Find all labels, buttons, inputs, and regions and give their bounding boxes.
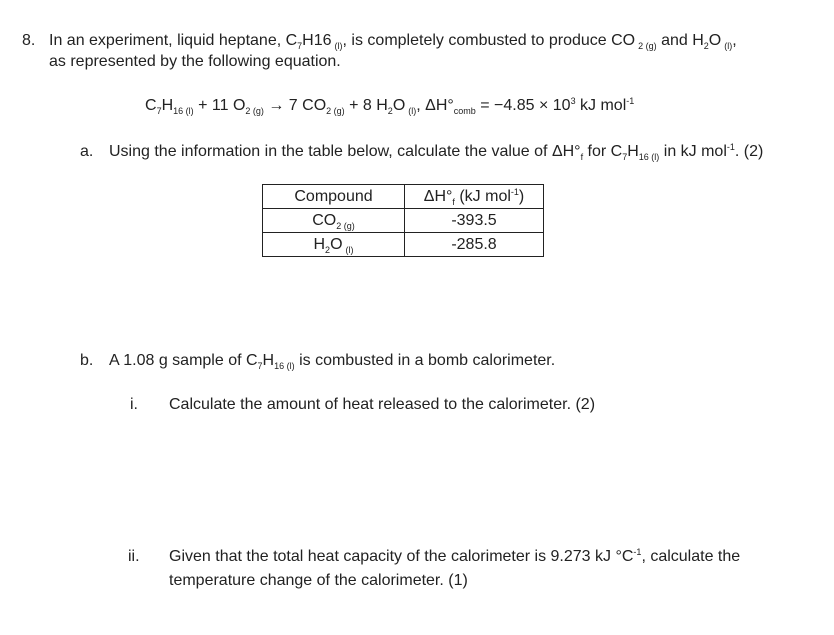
value-h2o: -285.8 — [405, 233, 544, 257]
table-row — [263, 233, 544, 257]
enthalpy-table — [262, 184, 544, 257]
header-compound: Compound — [263, 185, 405, 209]
part-a-label: a. — [80, 143, 94, 160]
table-header-row — [263, 185, 544, 209]
sub-i-text: Calculate the amount of heat released to the calorimeter. (2) — [169, 396, 596, 413]
part-b-label: b. — [80, 352, 94, 369]
sub-ii-text: Given that the total heat capacity of the calorimeter is 9.273 kJ $^\circ C^{-1}$, calculate the — [169, 547, 741, 565]
part-a-text: Using the information in the table below, calculate the value of $\Delta H^\circ_f$ for $C_7H_{16 (l)}$ in kJ mol$^{-1}$. (2) — [109, 142, 764, 162]
sub-ii-label: ii. — [128, 548, 140, 565]
compound-h2o: $H_2O$ $_{(l)}$ — [263, 233, 405, 257]
question-intro: In an experiment, liquid heptane, $C_7H16$ $_{(l)}$, is completely combusted to produce CO $_{2 (g)}$ and $H_2O$ $_{(l)}$, — [49, 32, 737, 51]
table-row — [263, 209, 544, 233]
part-b-text: A 1.08 g sample of $C_7H_{16 (l)}$ is combusted in a bomb calorimeter. — [109, 352, 556, 371]
sub-i-label: i. — [130, 396, 138, 413]
combustion-equation: $C_7H_{16 (l)} + 11$ $O_{2 (g)} \to 7$ $CO_{2 (g)} + 8$ $H_2O$ $_{(l)}$, $\Delta H^\circ_{comb} = -4.85 \times 10^3$ kJ mol$^{-1}$ — [145, 96, 635, 116]
compound-co2: $CO_{2 (g)}$ — [263, 209, 405, 233]
question-intro-line2: as represented by the following equation. — [49, 53, 341, 70]
value-co2: -393.5 — [405, 209, 544, 233]
header-enthalpy: $\Delta H^\circ_f$ (kJ mol$^{-1}$) — [405, 185, 544, 209]
sub-ii-text-line2: temperature change of the calorimeter. (1) — [169, 572, 468, 589]
question-number: 8. — [22, 32, 36, 49]
